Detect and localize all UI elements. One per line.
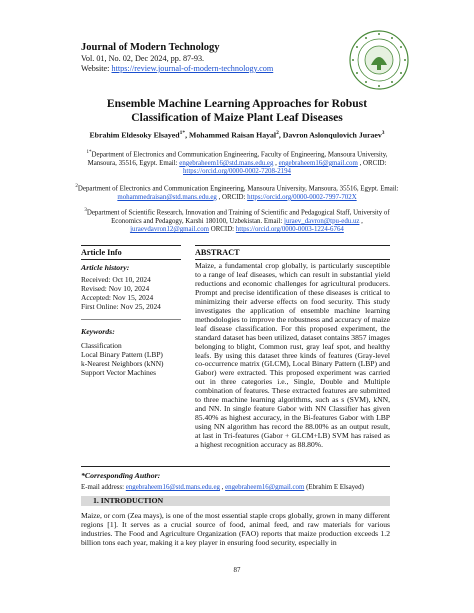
email-link[interactable]: engebraheem16@gmail.com bbox=[278, 159, 358, 167]
keyword-item: Classification bbox=[81, 341, 122, 350]
divider bbox=[81, 466, 390, 467]
paper-title-line1: Ensemble Machine Learning Approaches for Robust bbox=[106, 97, 368, 110]
affiliation-sup: 3 bbox=[84, 208, 87, 213]
author-sup: 3 bbox=[381, 130, 385, 136]
keyword-item: k-Nearest Neighbors (kNN) bbox=[81, 358, 164, 368]
website-label: Website: bbox=[81, 64, 112, 73]
history-item: Accepted: Nov 15, 2024 bbox=[81, 292, 154, 302]
email-link[interactable]: engebraheem16@std.mans.edu.eg bbox=[179, 159, 274, 167]
divider bbox=[195, 245, 390, 246]
abstract-body: Maize, a fundamental crop globally, is particularly susceptible to a range of leaf diseases, which can result in substantial yield reductions and economic challenges for agricultural producers. Prompt and precise identification of these diseases is critical to minimizing their adverse effects on food security. This study investigates the application of ensemble machine learning methodologies to improve the robustness and accuracy of maize leaf disease classification. For this proposed experiment, the standard dataset has been utilized, dataset contains 3857 images belonging to blight, Common rust, gray leaf spot, and healthy leafs. By using this dataset three kinds of features (Gray-level co-occurrence matrix (GLCM), Local Binary Pattern (LBP) and Gabor) were extracted. This proposed experiment was carried out in three categories i.e., Single, Double and Multiple combination of features. These extracted features are submitted to three machine learning algorithms, such as s (SVM), kNN, and NN. In single feature Gabor with NN Classifier has given 85.40% as highest accuracy, in the Bi-features Gabor with LBP using NN algorithm has record the 88.00% as an output result, at last in Tri-features (Gabor + GLCM+LB) SVM has raised as a highest recognition accuracy as 88.80%. bbox=[195, 261, 390, 450]
affiliation-text: Department of Electronics and Communication Engineering, Faculty of Engineering, Mansoura University, Mansoura, 35516, Egypt. Email: bbox=[87, 151, 388, 167]
keywords-list bbox=[81, 342, 164, 378]
email-link[interactable]: engebraheem16@std.mans.edu.eg bbox=[125, 484, 220, 491]
divider bbox=[81, 259, 181, 260]
affiliation-1 bbox=[72, 149, 402, 177]
author-sup: 2 bbox=[276, 130, 279, 136]
section-heading-introduction: 1. INTRODUCTION bbox=[81, 496, 390, 506]
history-item: Revised: Nov 10, 2024 bbox=[81, 283, 150, 293]
email-link[interactable]: engebraheem16@gmail.com bbox=[225, 484, 305, 491]
email-link[interactable]: mohammedraisan@std.mans.edu.eg bbox=[117, 193, 217, 201]
email-prefix: E-mail address: bbox=[81, 484, 126, 491]
orcid-label: ORCID: bbox=[209, 226, 236, 234]
author-note: (Ebrahim E Elsayed) bbox=[304, 484, 364, 491]
introduction-paragraph: Maize, or corn (Zea mays), is one of the most essential staple crops globally, grown in many different regions [1]. It serves as a crucial source of food, animal feed, and raw materials for various industries. The Food and Agriculture Organization (FAO) reports that maize production exceeds 1.2 billion tons each year, making it a key player in ensuring food security, especially in bbox=[81, 511, 390, 547]
journal-header bbox=[81, 42, 381, 74]
keyword-item: Support Vector Machines bbox=[81, 367, 156, 377]
affiliation-text: Department of Electronics and Communication Engineering, Mansoura University, Mansoura, 35516, Egypt. Email: bbox=[77, 185, 399, 193]
separator: , bbox=[219, 484, 226, 491]
divider bbox=[195, 259, 390, 260]
page-number: 87 bbox=[233, 567, 241, 574]
orcid-label: , ORCID: bbox=[216, 193, 248, 201]
author-sup: 1* bbox=[179, 130, 186, 136]
affiliation-text: Department of Scientific Research, Innovation and Training of Scientific and Pedagogical Staff, University of Economics and Pedagogy, Karshi 180100, Uzbekistan. Email: bbox=[86, 209, 390, 225]
email-link[interactable]: juraev_davron@tpu-edu.uz bbox=[284, 217, 360, 225]
orcid-label: , ORCID: bbox=[357, 159, 387, 167]
affiliation-2 bbox=[72, 183, 402, 202]
email-link[interactable]: juraevdavron12@gmail.com bbox=[130, 226, 210, 234]
keywords-label: Keywords: bbox=[81, 327, 115, 336]
article-history bbox=[81, 276, 161, 312]
orcid-link[interactable]: https://orcid.org/0000-0002-7997-702X bbox=[247, 193, 357, 201]
orcid-link[interactable]: https://orcid.org/0000-0003-1224-6764 bbox=[235, 226, 344, 234]
orcid-link[interactable]: https://orcid.org/0000-0002-7208-2194 bbox=[182, 168, 291, 176]
paper-title-line2: Classification of Maize Plant Leaf Diseases bbox=[131, 111, 343, 124]
journal-title: Journal of Modern Technology bbox=[81, 42, 220, 53]
corresponding-author-label: *Corresponding Author: bbox=[81, 471, 161, 480]
article-history-label: Article history: bbox=[81, 263, 130, 272]
history-item: Received: Oct 10, 2024 bbox=[81, 275, 151, 284]
divider bbox=[81, 245, 181, 246]
author-name: Davron Aslonqulovich Juraev bbox=[282, 130, 382, 140]
paper-title bbox=[60, 97, 414, 125]
journal-volume: Vol. 01, No. 02, Dec 2024, pp. 87-93. bbox=[81, 54, 205, 63]
affiliation-3 bbox=[72, 207, 402, 235]
author-list: Ebrahim Eldesoky Elsayed$^{1*}$, Mohammed Raisan Hayal$^2$, Davron Aslonqulovich Juraev$^3$ bbox=[89, 130, 385, 140]
keyword-item: Local Binary Pattern (LBP) bbox=[81, 349, 163, 359]
separator: , bbox=[273, 159, 279, 167]
journal-website bbox=[81, 64, 381, 74]
author-name: Mohammed Raisan Hayal bbox=[188, 130, 277, 140]
abstract-heading: ABSTRACT bbox=[195, 248, 240, 257]
article-info-heading: Article Info bbox=[81, 248, 122, 257]
author-name: Ebrahim Eldesoky Elsayed bbox=[89, 130, 180, 140]
divider bbox=[81, 319, 181, 320]
affiliation-sup: 1* bbox=[86, 150, 92, 155]
corresponding-email bbox=[81, 484, 364, 491]
website-link[interactable]: https://review.journal-of-modern-technology.com bbox=[111, 64, 274, 73]
history-item: First Online: Nov 25, 2024 bbox=[81, 301, 161, 311]
affiliation-sup: 2 bbox=[75, 184, 78, 189]
separator: , bbox=[359, 217, 363, 225]
journal-logo-icon bbox=[348, 29, 410, 91]
